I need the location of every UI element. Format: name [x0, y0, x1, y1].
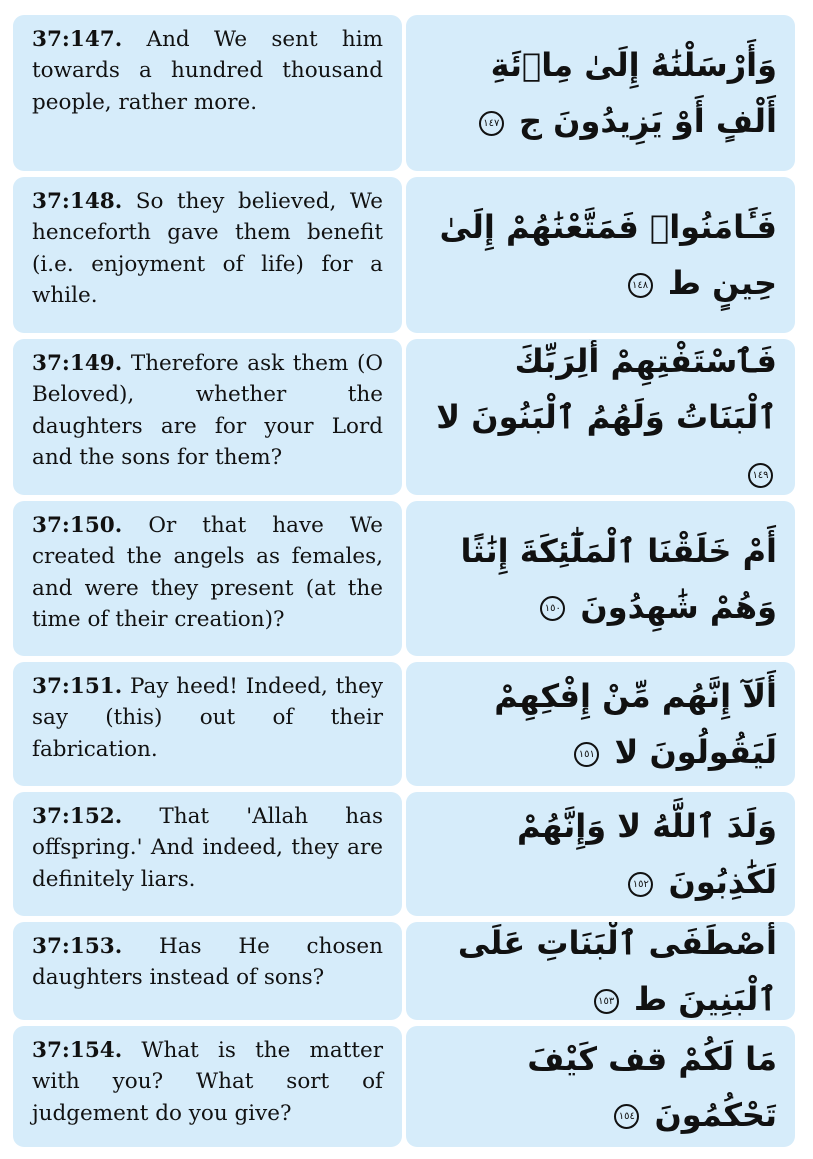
verse-reference: 37:154.	[32, 1038, 123, 1063]
verse-translation-cell	[13, 15, 402, 171]
verse-reference: 37:153.	[32, 934, 123, 959]
verse-arabic-cell	[406, 792, 795, 916]
verse-reference: 37:152.	[32, 804, 123, 829]
verse-english-text: Therefore ask them (O Beloved), whether the daughters are for your Lord and the sons for them?	[32, 351, 384, 470]
verse-reference: 37:148.	[32, 189, 123, 214]
verse-translation-cell	[13, 922, 402, 1020]
verse-english-text: And We sent him towards a hundred thousand people, rather more.	[32, 27, 384, 115]
verse-arabic-cell	[406, 15, 795, 171]
verse-translation-cell	[13, 177, 402, 333]
verse-arabic-text: فَٱسْتَفْتِهِمْ أَلِرَبِّكَ ٱلْبَنَاتُ وَلَهُمُ ٱلْبَنُونَ لا	[436, 342, 777, 436]
ayah-end-marker: ١٤٩	[748, 463, 773, 488]
ayah-end-marker: ١٥٤	[614, 1104, 639, 1129]
ayah-end-marker: ١٥٢	[628, 872, 653, 897]
verse-arabic-cell	[406, 1026, 795, 1147]
verse-translation-cell	[13, 339, 402, 495]
verse-english-text: That 'Allah has offspring.' And indeed, they are definitely liars.	[32, 804, 383, 892]
verse-reference: 37:151.	[32, 674, 123, 699]
verse-reference: 37:149.	[32, 351, 123, 376]
verse-english-text: Has He chosen daughters instead of sons?	[32, 934, 383, 991]
verse-arabic-text: أَلَآ إِنَّهُم مِّنْ إِفْكِهِمْ لَيَقُولُونَ لا	[494, 677, 777, 771]
verse-arabic-text: أَصْطَفَى ٱلْبَنَاتِ عَلَى ٱلْبَنِينَ ط	[457, 924, 777, 1018]
verse-english-text: Pay heed! Indeed, they say (this) out of their fabrication.	[32, 674, 383, 762]
verse-translation-cell	[13, 662, 402, 786]
verse-arabic-text: وَأَرْسَلْنَٰهُ إِلَىٰ مِا۟ئَةِ أَلْفٍ أَوْ يَزِيدُونَ ج	[490, 46, 777, 140]
verse-arabic-text: أَمْ خَلَقْنَا ٱلْمَلَٰٓئِكَةَ إِنَٰثًا وَهُمْ شَٰهِدُونَ	[460, 531, 777, 626]
verse-arabic-cell	[406, 922, 795, 1020]
verse-arabic-text: فَـَٔامَنُوا۟ فَمَتَّعْنَٰهُمْ إِلَىٰ حِينٍ ط	[439, 208, 777, 302]
verse-arabic-cell	[406, 177, 795, 333]
verse-arabic-text: وَلَدَ ٱللَّهُ لا وَإِنَّهُمْ لَكَٰذِبُونَ	[517, 807, 777, 901]
verse-reference: 37:150.	[32, 513, 123, 538]
ayah-end-marker: ١٤٨	[628, 273, 653, 298]
verse-translation-cell	[13, 501, 402, 656]
ayah-end-marker: ١٤٧	[479, 111, 504, 136]
verse-english-text: What is the matter with you? What sort of judgement do you give?	[32, 1038, 383, 1126]
verse-english-text: So they believed, We henceforth gave them benefit (i.e. enjoyment of life) for a while.	[32, 189, 383, 308]
verse-arabic-cell	[406, 339, 795, 495]
verse-translation-cell	[13, 1026, 402, 1147]
verse-translation-cell	[13, 792, 402, 916]
ayah-end-marker: ١٥٣	[594, 989, 619, 1014]
verse-arabic-cell	[406, 662, 795, 786]
verse-english-text: Or that have We created the angels as females, and were they present (at the time of their creation)?	[32, 513, 383, 632]
verse-reference: 37:147.	[32, 27, 123, 52]
ayah-end-marker: ١٥١	[574, 742, 599, 767]
verse-arabic-cell	[406, 501, 795, 656]
ayah-end-marker: ١٥٠	[540, 596, 565, 621]
verse-arabic-text: مَا لَكُمْ قف كَيْفَ تَحْكُمُونَ	[527, 1039, 777, 1134]
